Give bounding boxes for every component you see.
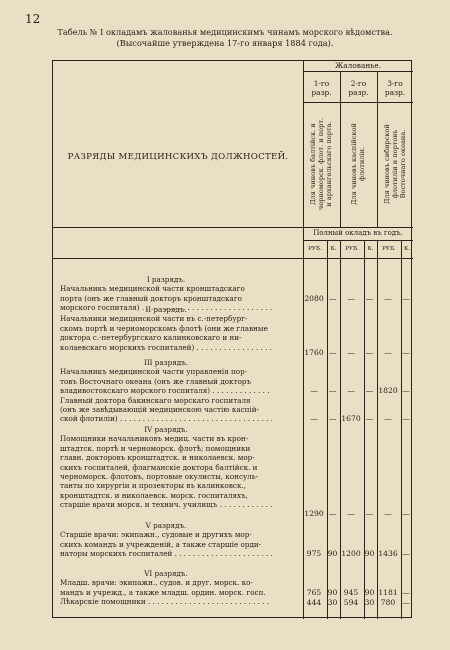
value-cell: 1820 bbox=[378, 386, 398, 395]
section-3 bbox=[60, 358, 272, 424]
salary-group-title: Жалованье. bbox=[334, 61, 382, 70]
caption-subtitle: (Высочайше утверждена 17-го января 1884 года). bbox=[116, 38, 334, 48]
section-line: Начальникъ медицинской части управленія пор- bbox=[60, 367, 248, 377]
rub-header: РУБ. bbox=[345, 246, 359, 252]
section-line: Помощники начальниковъ медиц. части въ крон- bbox=[60, 434, 249, 444]
section-line: (онъ же завѣдывающій медицинскою частію каспій- bbox=[60, 405, 259, 415]
section-line: Старшіе врачи: экипажн., судовые и другихъ мор- bbox=[60, 530, 252, 540]
section-6 bbox=[60, 569, 272, 607]
section-title: I разрядъ. bbox=[146, 275, 186, 284]
section-title: V разрядъ. bbox=[145, 521, 187, 530]
value-cell: — bbox=[328, 294, 337, 303]
section-line: наторы морскихъ госпиталей . . . bbox=[60, 549, 272, 558]
value-cell: — bbox=[402, 386, 410, 395]
value-cell: 1181 bbox=[378, 588, 398, 597]
value-cell: 1436 bbox=[378, 549, 398, 558]
value-cell: 1290 bbox=[304, 509, 324, 518]
kop-header: К. bbox=[403, 246, 411, 252]
value-cell: — bbox=[310, 414, 318, 423]
value-cell: 594 bbox=[343, 598, 359, 607]
value-cell: 975 bbox=[306, 549, 322, 558]
value-cell: 90 bbox=[364, 588, 375, 597]
section-line: колаевскаго морскихъ госпиталей) . . . bbox=[60, 343, 272, 352]
value-cell: — bbox=[402, 414, 410, 423]
section-title: III разрядъ. bbox=[143, 358, 189, 367]
caption-title: Табель № I окладамъ жалованья медицинскимъ чинамъ морского вѣдомства. bbox=[57, 27, 393, 37]
value-cell: — bbox=[402, 294, 410, 303]
value-cell: 30 bbox=[327, 598, 338, 607]
rub-header: РУБ. bbox=[382, 246, 396, 252]
section-line: владивостокскаго морского госпиталя) . . . bbox=[60, 386, 272, 395]
value-cell: — bbox=[328, 414, 337, 423]
value-cell: — bbox=[328, 348, 337, 357]
value-cell: — bbox=[347, 386, 355, 395]
section-line: кронштадтск. и николаевск. морск. госпиталяхъ, bbox=[60, 490, 248, 500]
value-cell: — bbox=[365, 294, 374, 303]
section-line: Начальникъ медицинской части кронштадскаго bbox=[60, 284, 245, 294]
value-cell: — bbox=[347, 348, 355, 357]
section-title: IV разрядъ. bbox=[144, 425, 188, 434]
value-cell: — bbox=[365, 348, 374, 357]
col2-vertical-description: Для чиновъ каспійской флотиліи. bbox=[350, 123, 366, 205]
value-cell: — bbox=[402, 348, 410, 357]
value-cell: — bbox=[384, 294, 392, 303]
value-cell: 765 bbox=[306, 588, 322, 597]
section-line: ской флотиліи) . . . bbox=[60, 414, 272, 423]
value-cell: — bbox=[310, 386, 318, 395]
page-number: 12 bbox=[25, 12, 41, 26]
value-cell: — bbox=[402, 598, 410, 607]
value-cell: 444 bbox=[306, 598, 322, 607]
section-line: скихъ командъ и учрежденій, а также старшіе орди- bbox=[60, 539, 262, 549]
section-title: II разрядъ. bbox=[145, 305, 187, 314]
col3-label: 3-го разр. bbox=[384, 79, 406, 97]
section-line: скомъ портѣ и черноморскомъ флотѣ (они же главные bbox=[60, 323, 268, 333]
value-cell: — bbox=[384, 509, 392, 518]
value-cell: 1760 bbox=[304, 348, 324, 357]
section-line: Младш. врачи: экипажн., судов. и друг. морск. ко- bbox=[60, 578, 253, 588]
kop-header: К. bbox=[330, 246, 337, 252]
value-cell: — bbox=[402, 509, 410, 518]
col3-vertical-description: Для чиновъ сибирской флотиліи и портовъ Восточнаго океана. bbox=[383, 124, 407, 204]
value-cell: — bbox=[365, 414, 374, 423]
section-line: мандъ и учрежд., а также младш. ордин. морск. госп. bbox=[60, 587, 266, 597]
value-cell: — bbox=[402, 588, 410, 597]
section-line: Начальники медицинской части въ с.-петербург- bbox=[60, 314, 248, 324]
section-line: главн. докторовъ кронштадтск. и николаевск. мор- bbox=[60, 453, 255, 463]
col1-label: 1-го разр. bbox=[311, 79, 332, 97]
col2-label: 2-го разр. bbox=[348, 79, 369, 97]
value-cell: — bbox=[328, 509, 337, 518]
section-title: VI разрядъ. bbox=[144, 569, 188, 578]
value-cell: 945 bbox=[343, 588, 359, 597]
value-cell: — bbox=[402, 549, 410, 558]
kop-header: К. bbox=[367, 246, 374, 252]
section-line: старшіе врачи морск. и технич. училищъ . . . bbox=[60, 500, 272, 509]
value-cell: 30 bbox=[364, 598, 375, 607]
section-line: танты по хирургіи и прозекторы въ калинковск., bbox=[60, 481, 247, 491]
value-cell: — bbox=[328, 386, 337, 395]
section-line: товъ Восточнаго океана (онъ же главный докторъ bbox=[60, 376, 251, 386]
section-line: порта (онъ же главный докторъ кронштадскаго bbox=[60, 293, 242, 303]
value-cell: — bbox=[347, 509, 355, 518]
section-line: черноморск. флотовъ, портовые окулисты, консуль- bbox=[60, 472, 259, 482]
section-line: Главный доктора бакинскаго морскаго госпиталя bbox=[60, 395, 251, 405]
section-line: Лѣкарскіе помощники . . . bbox=[60, 597, 272, 606]
value-cell: — bbox=[365, 509, 374, 518]
section-line: доктора с.-петербургскаго калинковскаго и ни- bbox=[60, 333, 242, 343]
value-cell: 1200 bbox=[341, 549, 361, 558]
value-cell: 2080 bbox=[304, 294, 324, 303]
value-cell: 1670 bbox=[341, 414, 361, 423]
value-cell: — bbox=[384, 414, 392, 423]
section-line: скихъ госпиталей, флагманскіе доктора балтійск. и bbox=[60, 462, 258, 472]
section-2 bbox=[60, 305, 272, 352]
value-cell: — bbox=[384, 348, 392, 357]
section-line: морского госпиталя) . . . bbox=[60, 303, 272, 312]
full-salary-label: Полный окладъ въ годъ. bbox=[313, 229, 403, 237]
value-cell: 780 bbox=[380, 598, 396, 607]
value-cell: 90 bbox=[327, 588, 338, 597]
rank-column-title: РАЗРЯДЫ МЕДИЦИНСКИХЪ ДОЛЖНОСТЕЙ. bbox=[67, 152, 289, 162]
value-cell: — bbox=[365, 386, 374, 395]
section-line: штадтск. портѣ и черноморск. флотѣ; помощники bbox=[60, 443, 251, 453]
section-4 bbox=[60, 425, 272, 510]
rub-header: РУБ. bbox=[308, 246, 322, 252]
col1-vertical-description: Для чиновъ балтійск. и черноморск. флот. и порт. и архангельскаго порта. bbox=[309, 117, 333, 211]
value-cell: 90 bbox=[364, 549, 375, 558]
value-cell: — bbox=[347, 294, 355, 303]
section-5 bbox=[60, 521, 272, 559]
value-cell: 90 bbox=[327, 549, 338, 558]
